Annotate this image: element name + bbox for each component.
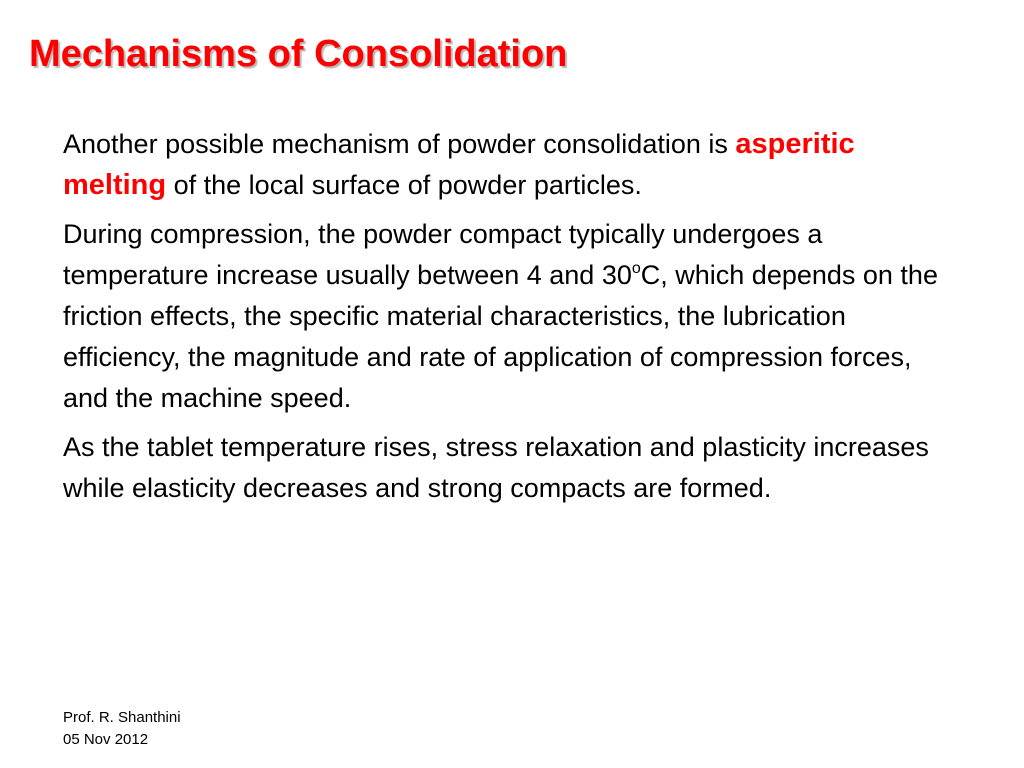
paragraph-2-text-end: C, which depends on the friction effects, the specific material characteristics, the lubrication efficiency, the magnitude and rate of application of compression forces, and the machine speed. [63,260,938,413]
highlight-term: asperitic melting [63,128,855,201]
slide-title: Mechanisms of Consolidation [29,33,568,75]
degree-superscript: o [631,260,641,277]
paragraph-2-text-start: During compression, the powder compact typically undergoes a temperature increase usually between 4 and 30 [63,219,823,290]
paragraph-tablet-temperature: As the tablet temperature rises, stress relaxation and plasticity increases while elasticity decreases and strong compacts are formed. [63,432,929,503]
paragraph-1-text-start: Another possible mechanism of powder consolidation is [63,129,736,159]
footer-date: 05 Nov 2012 [63,731,149,748]
paragraph-temperature-increase [63,214,963,419]
slide-body [63,124,963,517]
paragraph-asperitic-melting [63,124,963,206]
paragraph-1-text-end: of the local surface of powder particles. [166,170,642,200]
slide-footer [63,707,181,751]
footer-author: Prof. R. Shanthini [63,709,181,726]
